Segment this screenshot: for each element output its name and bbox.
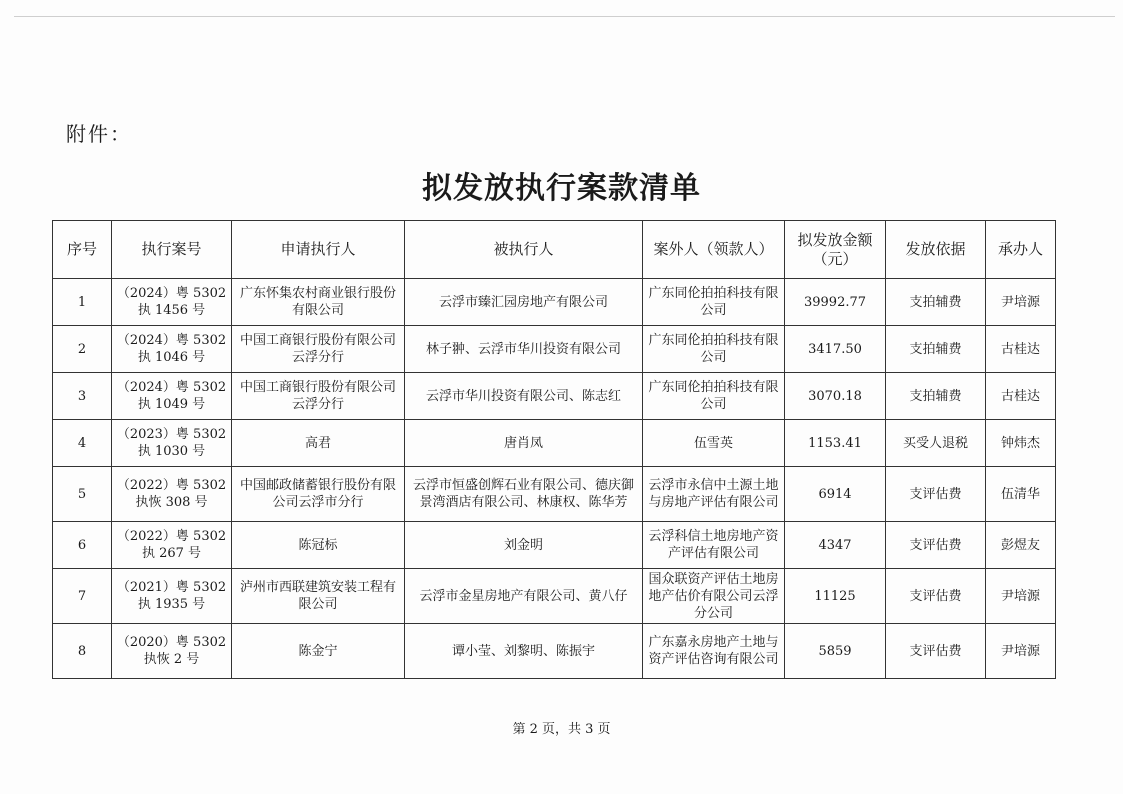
cell-payee: 云浮市永信中土源土地与房地产评估有限公司 xyxy=(643,467,785,522)
table-row xyxy=(53,373,1056,420)
cell-handler: 伍清华 xyxy=(986,467,1056,522)
header-basis: 发放依据 xyxy=(886,221,986,279)
cell-basis: 支拍辅费 xyxy=(886,373,986,420)
cell-handler: 尹培源 xyxy=(986,279,1056,326)
cell-case-no: （2021）粤 5302 执 1935 号 xyxy=(112,569,232,624)
cell-basis: 支评估费 xyxy=(886,467,986,522)
table-row xyxy=(53,624,1056,679)
cell-payee: 广东同伦拍拍科技有限公司 xyxy=(643,326,785,373)
cell-applicant: 泸州市西联建筑安装工程有限公司 xyxy=(232,569,405,624)
cell-basis: 支拍辅费 xyxy=(886,279,986,326)
cell-payee: 伍雪英 xyxy=(643,420,785,467)
header-seq: 序号 xyxy=(53,221,112,279)
cell-amount: 3070.18 xyxy=(785,373,886,420)
cell-payee: 广东嘉永房地产土地与资产评估咨询有限公司 xyxy=(643,624,785,679)
cell-respondent: 刘金明 xyxy=(405,522,643,569)
cell-respondent: 云浮市华川投资有限公司、陈志红 xyxy=(405,373,643,420)
table-header-row xyxy=(53,221,1056,279)
table-row xyxy=(53,279,1056,326)
cell-amount: 3417.50 xyxy=(785,326,886,373)
cell-respondent: 唐肖凤 xyxy=(405,420,643,467)
cell-seq: 1 xyxy=(53,279,112,326)
cell-seq: 2 xyxy=(53,326,112,373)
cell-respondent: 云浮市恒盛创辉石业有限公司、德庆御景湾酒店有限公司、林康权、陈华芳 xyxy=(405,467,643,522)
cell-applicant: 陈金宁 xyxy=(232,624,405,679)
cell-case-no: （2024）粤 5302 执 1049 号 xyxy=(112,373,232,420)
table-row xyxy=(53,326,1056,373)
cell-handler: 尹培源 xyxy=(986,569,1056,624)
cell-applicant: 高君 xyxy=(232,420,405,467)
cell-handler: 尹培源 xyxy=(986,624,1056,679)
cell-payee: 云浮科信土地房地产资产评估有限公司 xyxy=(643,522,785,569)
cell-respondent: 云浮市金星房地产有限公司、黄八仔 xyxy=(405,569,643,624)
cell-basis: 支拍辅费 xyxy=(886,326,986,373)
table-row xyxy=(53,522,1056,569)
cell-applicant: 中国邮政储蓄银行股份有限公司云浮市分行 xyxy=(232,467,405,522)
cell-amount: 11125 xyxy=(785,569,886,624)
header-respondent: 被执行人 xyxy=(405,221,643,279)
cell-amount: 39992.77 xyxy=(785,279,886,326)
cell-amount: 4347 xyxy=(785,522,886,569)
cell-applicant: 中国工商银行股份有限公司云浮分行 xyxy=(232,326,405,373)
cell-case-no: （2024）粤 5302 执 1046 号 xyxy=(112,326,232,373)
header-amount: 拟发放金额（元） xyxy=(785,221,886,279)
cell-seq: 8 xyxy=(53,624,112,679)
cell-handler: 彭煜友 xyxy=(986,522,1056,569)
scan-edge-line xyxy=(14,16,1115,17)
cell-payee: 广东同伦拍拍科技有限公司 xyxy=(643,279,785,326)
cell-case-no: （2022）粤 5302 执 267 号 xyxy=(112,522,232,569)
cell-case-no: （2020）粤 5302 执恢 2 号 xyxy=(112,624,232,679)
cell-applicant: 陈冠标 xyxy=(232,522,405,569)
header-payee: 案外人（领款人） xyxy=(643,221,785,279)
attachment-label: 附件： xyxy=(66,122,132,146)
cell-seq: 7 xyxy=(53,569,112,624)
page-number-footer: 第 2 页，共 3 页 xyxy=(512,722,611,737)
table-row xyxy=(53,467,1056,522)
cell-applicant: 中国工商银行股份有限公司云浮分行 xyxy=(232,373,405,420)
cell-amount: 6914 xyxy=(785,467,886,522)
cell-handler: 古桂达 xyxy=(986,373,1056,420)
cell-respondent: 林子翀、云浮市华川投资有限公司 xyxy=(405,326,643,373)
cell-applicant: 广东怀集农村商业银行股份有限公司 xyxy=(232,279,405,326)
cell-payee: 广东同伦拍拍科技有限公司 xyxy=(643,373,785,420)
header-case-no: 执行案号 xyxy=(112,221,232,279)
cell-seq: 4 xyxy=(53,420,112,467)
case-fund-table xyxy=(52,220,1056,679)
document-title: 拟发放执行案款清单 xyxy=(422,171,701,206)
cell-amount: 1153.41 xyxy=(785,420,886,467)
cell-case-no: （2023）粤 5302 执 1030 号 xyxy=(112,420,232,467)
header-applicant: 申请执行人 xyxy=(232,221,405,279)
cell-case-no: （2022）粤 5302 执恢 308 号 xyxy=(112,467,232,522)
cell-basis: 买受人退税 xyxy=(886,420,986,467)
cell-seq: 5 xyxy=(53,467,112,522)
cell-payee: 国众联资产评估土地房地产估价有限公司云浮分公司 xyxy=(643,569,785,624)
cell-handler: 古桂达 xyxy=(986,326,1056,373)
cell-seq: 6 xyxy=(53,522,112,569)
cell-handler: 钟炜杰 xyxy=(986,420,1056,467)
cell-basis: 支评估费 xyxy=(886,522,986,569)
cell-respondent: 谭小莹、刘黎明、陈振宇 xyxy=(405,624,643,679)
cell-respondent: 云浮市臻汇园房地产有限公司 xyxy=(405,279,643,326)
cell-seq: 3 xyxy=(53,373,112,420)
table-row xyxy=(53,569,1056,624)
cell-case-no: （2024）粤 5302 执 1456 号 xyxy=(112,279,232,326)
cell-basis: 支评估费 xyxy=(886,569,986,624)
table-row xyxy=(53,420,1056,467)
cell-basis: 支评估费 xyxy=(886,624,986,679)
cell-amount: 5859 xyxy=(785,624,886,679)
header-handler: 承办人 xyxy=(986,221,1056,279)
